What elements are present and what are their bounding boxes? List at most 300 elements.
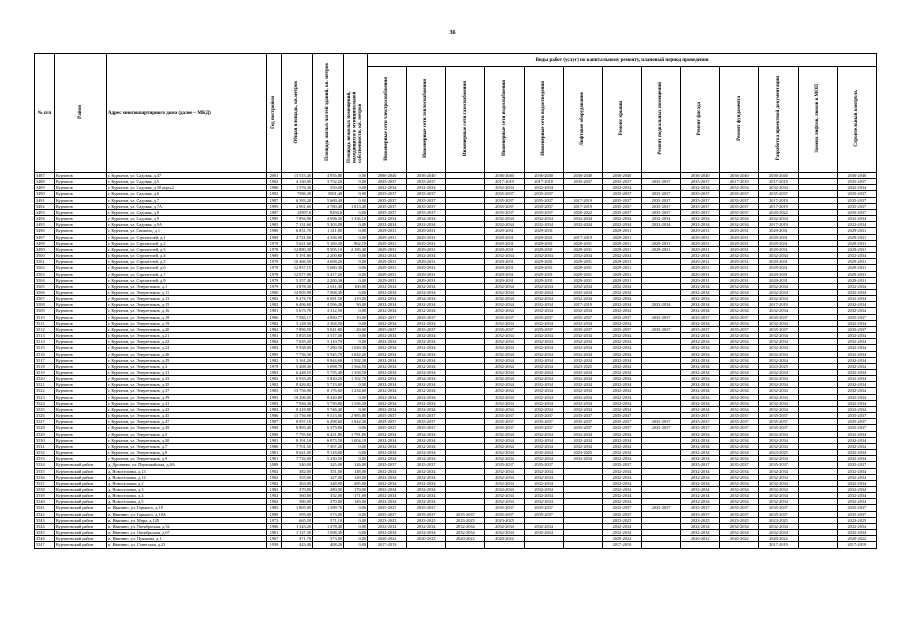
table-cell: 2 985,80 bbox=[344, 413, 368, 419]
table-cell: 0,00 bbox=[344, 406, 368, 412]
table-cell: 3511 bbox=[35, 320, 55, 326]
table-cell: 2032-2034 bbox=[837, 333, 876, 339]
table-cell bbox=[681, 542, 720, 548]
table-cell: 2035-2037 bbox=[602, 191, 641, 197]
table-cell: 2017-2019 bbox=[759, 542, 798, 548]
table-cell: 1989 bbox=[267, 234, 282, 240]
table-cell: 2032-2034 bbox=[407, 400, 446, 406]
table-cell: 1982 bbox=[267, 382, 282, 388]
table-cell: 2029-2031 bbox=[681, 234, 720, 240]
table-cell: 2029-2031 bbox=[602, 259, 641, 265]
table-cell: Курчатов bbox=[55, 209, 107, 215]
table-cell: 2032-2034 bbox=[563, 333, 602, 339]
table-cell: г. Курчатов, ул. Энергетиков, д.11 bbox=[107, 289, 267, 295]
table-cell: 2032-2034 bbox=[759, 376, 798, 382]
table-cell: 2035-2037 bbox=[602, 425, 641, 431]
table-cell: 2032-2034 bbox=[407, 283, 446, 289]
table-cell: 0,00 bbox=[344, 277, 368, 283]
table-cell: 8 191,10 bbox=[282, 437, 313, 443]
table-cell: 2032-2034 bbox=[759, 530, 798, 536]
table-cell: 2032-2034 bbox=[681, 216, 720, 222]
table-cell: 2035-2037 bbox=[681, 505, 720, 511]
table-cell: 2029-2031 bbox=[368, 259, 407, 265]
table-cell: 2035-2037 bbox=[563, 413, 602, 419]
table-cell: 7 732,00 bbox=[282, 456, 313, 462]
table-cell: г. Курчатов, ул. Садовая, д.50 корп.2 bbox=[107, 185, 267, 191]
table-cell: 2032-2034 bbox=[368, 216, 407, 222]
table-cell: Курчатов bbox=[55, 419, 107, 425]
table-cell: 2035-2037 bbox=[485, 419, 524, 425]
header-year-built-label: Год постройки bbox=[271, 95, 277, 129]
table-cell: 6 406,60 bbox=[282, 302, 313, 308]
table-cell: 2032-2034 bbox=[485, 450, 524, 456]
table-cell: 2032-2034 bbox=[485, 253, 524, 259]
table-cell: 2032-2034 bbox=[837, 530, 876, 536]
table-cell: 2032-2034 bbox=[720, 320, 759, 326]
table-cell: 2032-2034 bbox=[368, 333, 407, 339]
table-cell: 3497 bbox=[35, 234, 55, 240]
table-cell: 2032-2034 bbox=[759, 283, 798, 289]
table-cell: Курчатов bbox=[55, 228, 107, 234]
table-cell: 2032-2034 bbox=[837, 253, 876, 259]
table-cell: 2017-2019 bbox=[563, 302, 602, 308]
table-cell: 2029-2031 bbox=[368, 240, 407, 246]
table-cell: 2035-2037 bbox=[720, 326, 759, 332]
table-cell: 2032-2034 bbox=[524, 296, 563, 302]
table-cell: 2035-2037 bbox=[368, 505, 407, 511]
table-cell: 2035-2037 bbox=[720, 197, 759, 203]
table-cell: 2035-2037 bbox=[485, 191, 524, 197]
table-cell: 3533 bbox=[35, 456, 55, 462]
table-cell: 2020-2022 bbox=[368, 536, 407, 542]
table-cell: 0,00 bbox=[344, 209, 368, 215]
table-cell: 3502 bbox=[35, 265, 55, 271]
table-cell: г. Курчатов, ул. Энергетиков, д.47 bbox=[107, 419, 267, 425]
table-cell: 7 894,90 bbox=[282, 216, 313, 222]
header-living-area bbox=[313, 54, 344, 173]
table-cell: 0,00 bbox=[344, 197, 368, 203]
table-cell: 2029-2031 bbox=[407, 228, 446, 234]
table-cell: 0,00 bbox=[344, 271, 368, 277]
table-cell: 9 641,00 bbox=[282, 450, 313, 456]
table-cell: 2035-2037 bbox=[602, 419, 641, 425]
table-cell: 2029-2031 bbox=[524, 234, 563, 240]
table-cell: 3542 bbox=[35, 511, 55, 517]
table-cell: 0,00 bbox=[344, 265, 368, 271]
table-cell: 3500 bbox=[35, 253, 55, 259]
table-cell: 2032-2034 bbox=[681, 431, 720, 437]
table-cell: 2020-2022 bbox=[720, 536, 759, 542]
table-cell: 2032-2034 bbox=[720, 382, 759, 388]
table-cell: 1981 bbox=[267, 437, 282, 443]
table-cell: 3495 bbox=[35, 222, 55, 228]
table-cell: 1958 bbox=[267, 542, 282, 548]
table-cell: 2032-2034 bbox=[368, 345, 407, 351]
table-cell: 2023-2025 bbox=[368, 517, 407, 523]
table-cell: 1982 bbox=[267, 480, 282, 486]
table-cell: 2032-2034 bbox=[641, 222, 680, 228]
table-cell: 3547 bbox=[35, 542, 55, 548]
table-cell: 2032-2034 bbox=[837, 216, 876, 222]
table-cell: 1987 bbox=[267, 419, 282, 425]
table-cell: 149,00 bbox=[344, 499, 368, 505]
table-cell: 2035-2037 bbox=[681, 179, 720, 185]
table-cell: 3539 bbox=[35, 493, 55, 499]
header-work-label: Строительный контроль bbox=[854, 90, 860, 147]
table-cell: 3530 bbox=[35, 437, 55, 443]
table-cell: Курчатовский район bbox=[55, 480, 107, 486]
table-cell: 2032-2034 bbox=[837, 296, 876, 302]
table-cell: 2032-2034 bbox=[602, 382, 641, 388]
table-cell: 2035-2037 bbox=[368, 462, 407, 468]
table-cell: 2035-2037 bbox=[720, 462, 759, 468]
table-cell: 3491 bbox=[35, 197, 55, 203]
table-cell: 8294,8 bbox=[313, 209, 344, 215]
table-cell: 2029-2031 bbox=[759, 240, 798, 246]
table-cell: 2032-2034 bbox=[368, 406, 407, 412]
table-cell: 2032-2034 bbox=[602, 530, 641, 536]
table-cell: 2035-2037 bbox=[759, 505, 798, 511]
table-cell: 2032-2034 bbox=[837, 345, 876, 351]
table-cell: 2035-2037 bbox=[837, 505, 876, 511]
table-cell: 2036-2040 bbox=[759, 173, 798, 179]
table-cell: 5 746,40 bbox=[313, 406, 344, 412]
table-cell: 2035-2037 bbox=[368, 511, 407, 517]
table-cell: 2032-2034 bbox=[524, 283, 563, 289]
table-cell: 2032-2034 bbox=[485, 499, 524, 505]
table-cell: 2032-2034 bbox=[563, 376, 602, 382]
table-cell: 2032-2034 bbox=[407, 493, 446, 499]
table-cell: 3 517,30 bbox=[313, 333, 344, 339]
table-cell: 2032-2034 bbox=[681, 493, 720, 499]
table-cell: 1981 bbox=[267, 308, 282, 314]
table-cell: 2032-2034 bbox=[368, 363, 407, 369]
table-cell: 2035-2037 bbox=[563, 326, 602, 332]
table-cell: 2029-2031 bbox=[407, 259, 446, 265]
table-cell: 2032-2034 bbox=[759, 443, 798, 449]
table-cell: 3522 bbox=[35, 388, 55, 394]
table-cell: 3537 bbox=[35, 480, 55, 486]
table-cell: г. Курчатов, ул. Энергетиков, д.13 bbox=[107, 296, 267, 302]
table-cell: 2029-2031 bbox=[485, 271, 524, 277]
table-cell: 2029-2031 bbox=[602, 271, 641, 277]
table-cell: 2032-2034 bbox=[485, 493, 524, 499]
table-cell bbox=[485, 542, 524, 548]
table-cell: 2032-2034 bbox=[407, 357, 446, 363]
table-cell: 5 739,80 bbox=[313, 400, 344, 406]
table-cell: 2032-2034 bbox=[681, 468, 720, 474]
table-cell: Курчатовский район bbox=[55, 468, 107, 474]
header-work-label: Инженерные сети водоснабжения bbox=[501, 80, 507, 157]
table-cell: Курчатов bbox=[55, 376, 107, 382]
table-cell: 3504 bbox=[35, 277, 55, 283]
table-cell: 13 756,90 bbox=[282, 388, 313, 394]
table-cell: 2032-2034 bbox=[485, 431, 524, 437]
table-cell: 2032-2034 bbox=[602, 333, 641, 339]
table-cell: 2032-2034 bbox=[368, 320, 407, 326]
table-cell: 5 041,80 bbox=[313, 326, 344, 332]
table-cell: 2032-2034 bbox=[720, 333, 759, 339]
table-cell: 2032-2034 bbox=[563, 351, 602, 357]
table-cell: 2032-2034 bbox=[368, 289, 407, 295]
table-cell: 3544 bbox=[35, 523, 55, 529]
table-cell: 2032-2034 bbox=[524, 222, 563, 228]
table-cell: Курчатов bbox=[55, 363, 107, 369]
table-header bbox=[35, 54, 877, 173]
table-cell: 2032-2034 bbox=[563, 431, 602, 437]
table-cell: 3515 bbox=[35, 345, 55, 351]
table-cell: 2032-2034 bbox=[485, 363, 524, 369]
table-cell: 2035-2037 bbox=[720, 413, 759, 419]
table-cell: 2029-2031 bbox=[524, 228, 563, 234]
table-cell: г. Курчатов, ул. Садовая, д.9 bbox=[107, 216, 267, 222]
table-cell: 2029-2031 bbox=[837, 246, 876, 252]
table-cell: 2032-2034 bbox=[837, 222, 876, 228]
table-cell: г. Курчатов, ул. Энергетиков, д.3 bbox=[107, 363, 267, 369]
table-cell: 2035-2037 bbox=[485, 209, 524, 215]
table-cell: 2029-2031 bbox=[524, 246, 563, 252]
table-cell: 3526 bbox=[35, 413, 55, 419]
table-cell: 5 417,20 bbox=[313, 271, 344, 277]
table-cell: г. Курчатов, ул. Садовая, д.5 bbox=[107, 179, 267, 185]
table-cell: 2032-2034 bbox=[759, 468, 798, 474]
table-cell: 665,50 bbox=[282, 517, 313, 523]
table-cell: 2035-2037 bbox=[485, 462, 524, 468]
table-cell: 2032-2034 bbox=[837, 388, 876, 394]
table-cell: 2029-2031 bbox=[837, 240, 876, 246]
table-cell: 2032-2034 bbox=[759, 486, 798, 492]
table-cell: 2032-2034 bbox=[837, 302, 876, 308]
table-cell: 2032-2034 bbox=[759, 289, 798, 295]
table-cell: 1980 bbox=[267, 443, 282, 449]
table-cell: 2032-2034 bbox=[368, 474, 407, 480]
table-cell: 2032-2034 bbox=[485, 480, 524, 486]
table-cell: 4 336,90 bbox=[313, 234, 344, 240]
table-cell: 3543 bbox=[35, 517, 55, 523]
table-cell: Курчатов bbox=[55, 283, 107, 289]
table-cell: 10,00 bbox=[344, 314, 368, 320]
table-cell: 2032-2034 bbox=[759, 308, 798, 314]
table-cell: 2032-2034 bbox=[681, 376, 720, 382]
table-cell: 0,00 bbox=[344, 179, 368, 185]
table-cell: 3534 bbox=[35, 462, 55, 468]
table-cell: 3541 bbox=[35, 505, 55, 511]
table-cell: 2032-2034 bbox=[837, 443, 876, 449]
table-cell: 6 073,50 bbox=[313, 437, 344, 443]
table-cell: 2032-2034 bbox=[524, 388, 563, 394]
table-cell: 2 200,80 bbox=[313, 253, 344, 259]
table-cell: 12 077,00 bbox=[282, 271, 313, 277]
table-cell: 2035-2037 bbox=[485, 425, 524, 431]
table-cell: г. Курчатов, ул. Строителей, д.7 bbox=[107, 271, 267, 277]
table-cell: 3546 bbox=[35, 536, 55, 542]
table-cell: 2032-2034 bbox=[759, 523, 798, 529]
table-cell: 1989 bbox=[267, 511, 282, 517]
table-cell: 2029-2031 bbox=[485, 228, 524, 234]
table-cell: 2035-2037 bbox=[837, 191, 876, 197]
table-cell: 2036-2040 bbox=[837, 173, 876, 179]
table-cell: 2032-2034 bbox=[368, 185, 407, 191]
table-cell: г. Курчатов, ул. Энергетиков, д.5 bbox=[107, 431, 267, 437]
table-cell: 2035-2037 bbox=[641, 326, 680, 332]
table-cell: 20,00 bbox=[344, 326, 368, 332]
table-cell: 2032-2034 bbox=[368, 308, 407, 314]
table-cell: 2023-2025 bbox=[563, 363, 602, 369]
table-cell: г. Курчатов, ул. Энергетиков, д.33 bbox=[107, 376, 267, 382]
table-cell: 2032-2034 bbox=[602, 296, 641, 302]
table-cell: 2035-2037 bbox=[407, 326, 446, 332]
table-cell: 1987 bbox=[267, 209, 282, 215]
table-cell: 2035-2037 bbox=[681, 419, 720, 425]
table-cell: Курчатов bbox=[55, 222, 107, 228]
table-cell: 2032-2034 bbox=[759, 357, 798, 363]
table-cell: 1989 bbox=[267, 425, 282, 431]
table-cell: 2032-2034 bbox=[602, 406, 641, 412]
table-cell: 2032-2034 bbox=[563, 394, 602, 400]
table-cell: 2029-2031 bbox=[524, 277, 563, 283]
table-cell: 2035-2037 bbox=[524, 413, 563, 419]
header-total-area-label: Общая площадь, кв.метров bbox=[294, 80, 300, 144]
table-cell: 2020-2022 bbox=[837, 536, 876, 542]
table-cell: 2017-2019 bbox=[759, 179, 798, 185]
table-cell: 2032-2034 bbox=[407, 388, 446, 394]
table-cell: 2032-2034 bbox=[720, 450, 759, 456]
table-cell: 2032-2034 bbox=[681, 400, 720, 406]
table-cell: 2032-2034 bbox=[759, 333, 798, 339]
table-cell: 2032-2034 bbox=[524, 363, 563, 369]
table-cell: 9 844,60 bbox=[313, 357, 344, 363]
table-cell: 2035-2037 bbox=[368, 209, 407, 215]
table-cell: 2032-2034 bbox=[602, 351, 641, 357]
table-cell: г. Курчатов, ул. Энергетиков, д.49 bbox=[107, 425, 267, 431]
header-district-label: Район bbox=[77, 105, 83, 119]
table-cell: 3493 bbox=[35, 209, 55, 215]
table-cell: 2032-2034 bbox=[524, 376, 563, 382]
table-cell: 2032-2034 bbox=[759, 406, 798, 412]
table-cell: 2035-2037 bbox=[407, 511, 446, 517]
table-cell: 2029-2031 bbox=[759, 277, 798, 283]
table-cell: 1 278,40 bbox=[313, 523, 344, 529]
table-cell: 2032-2034 bbox=[720, 523, 759, 529]
table-cell: 2032-2034 bbox=[524, 382, 563, 388]
table-cell: 0,00 bbox=[344, 505, 368, 511]
table-cell: 2035-2037 bbox=[602, 413, 641, 419]
table-cell: 6 298,60 bbox=[313, 419, 344, 425]
table-cell: Курчатов bbox=[55, 265, 107, 271]
table-cell: 2032-2034 bbox=[368, 382, 407, 388]
table-cell: 2032-2034 bbox=[368, 376, 407, 382]
table-cell: 2029-2031 bbox=[524, 259, 563, 265]
table-cell: 2032-2034 bbox=[602, 437, 641, 443]
table-cell: 2032-2034 bbox=[485, 289, 524, 295]
table-cell: 7 736,30 bbox=[282, 351, 313, 357]
table-cell: 7 131,60 bbox=[282, 222, 313, 228]
table-cell: 2032-2034 bbox=[602, 486, 641, 492]
table-cell: 2035-2037 bbox=[524, 462, 563, 468]
table-cell: 2032-2034 bbox=[681, 222, 720, 228]
table-cell: 0,00 bbox=[344, 320, 368, 326]
table-cell: Курчатов bbox=[55, 333, 107, 339]
table-cell: 2035-2037 bbox=[602, 209, 641, 215]
table-cell: Курчатов bbox=[55, 443, 107, 449]
header-work-3 bbox=[485, 67, 524, 173]
table-cell: 2035-2037 bbox=[407, 462, 446, 468]
table-cell: 1981 bbox=[267, 456, 282, 462]
table-cell: 3508 bbox=[35, 302, 55, 308]
table-cell: 1983 bbox=[267, 394, 282, 400]
table-cell: д. Новоселовка, д.14 bbox=[107, 474, 267, 480]
table-cell: 2032-2034 bbox=[681, 289, 720, 295]
table-cell: 2032-2034 bbox=[485, 339, 524, 345]
table-cell: 2 364,50 bbox=[313, 320, 344, 326]
table-cell: 2032-2034 bbox=[524, 456, 563, 462]
table-cell: 2036-2040 bbox=[524, 173, 563, 179]
table-cell: п. Иванино, ул. Мира, д.120 bbox=[107, 517, 267, 523]
table-cell: 2032-2034 bbox=[485, 351, 524, 357]
table-cell: 862,10 bbox=[344, 240, 368, 246]
table-cell: 0,00 bbox=[344, 259, 368, 265]
table-cell: 5 330,50 bbox=[313, 456, 344, 462]
table-cell: 2032-2034 bbox=[681, 474, 720, 480]
table-cell: 2029-2031 bbox=[681, 265, 720, 271]
table-cell: 2029-2031 bbox=[602, 240, 641, 246]
table-cell: Курчатовский район bbox=[55, 536, 107, 542]
table-cell: 2032-2034 bbox=[759, 400, 798, 406]
table-cell: 2032-2034 bbox=[602, 320, 641, 326]
table-cell: 2035-2037 bbox=[837, 179, 876, 185]
table-cell: г. Курчатов, ул. Энергетиков, д.18 bbox=[107, 314, 267, 320]
table-cell: 4 890,77 bbox=[313, 314, 344, 320]
table-cell: 7 507,20 bbox=[313, 443, 344, 449]
table-cell: 2032-2034 bbox=[837, 363, 876, 369]
table-cell: 12 857,15 bbox=[282, 265, 313, 271]
table-cell: 2032-2034 bbox=[368, 450, 407, 456]
table-cell: 1981 bbox=[267, 530, 282, 536]
table-cell: 1982 bbox=[267, 326, 282, 332]
table-cell: 2035-2037 bbox=[407, 505, 446, 511]
table-cell: г. Курчатов, ул. Строителей, д.4 bbox=[107, 253, 267, 259]
table-cell: г. Курчатов, ул. Строителей, д.3 bbox=[107, 246, 267, 252]
table-cell: Курчатов bbox=[55, 450, 107, 456]
header-work-8 bbox=[681, 67, 720, 173]
table-cell: Курчатовский район bbox=[55, 499, 107, 505]
table-cell: 2029-2031 bbox=[368, 246, 407, 252]
table-cell: 382,00 bbox=[282, 468, 313, 474]
table-cell: 6 421,80 bbox=[313, 431, 344, 437]
table-cell: 1 042,20 bbox=[344, 351, 368, 357]
table-cell bbox=[720, 542, 759, 548]
table-cell: 395,00 bbox=[282, 511, 313, 517]
table-cell: 2032-2034 bbox=[720, 370, 759, 376]
table-cell: 1982 bbox=[267, 493, 282, 499]
table-cell: 0,00 bbox=[344, 530, 368, 536]
table-cell: 2032-2034 bbox=[407, 185, 446, 191]
table-cell: 2029-2031 bbox=[720, 240, 759, 246]
table-cell: 2035-2037 bbox=[720, 191, 759, 197]
table-cell: 2032-2034 bbox=[720, 456, 759, 462]
table-cell: Курчатов bbox=[55, 271, 107, 277]
table-cell: 2032-2034 bbox=[681, 357, 720, 363]
table-cell: 2032-2034 bbox=[485, 308, 524, 314]
table-cell: 2032-2034 bbox=[446, 530, 485, 536]
table-cell: 3510 bbox=[35, 314, 55, 320]
table-cell: 2032-2034 bbox=[524, 333, 563, 339]
table-cell: Курчатов bbox=[55, 339, 107, 345]
table-cell: г. Курчатов, ул. Энергетиков, д.1 bbox=[107, 283, 267, 289]
table-cell: 7 795,60 bbox=[282, 431, 313, 437]
table-cell: 2035-2037 bbox=[368, 419, 407, 425]
table-cell: 2035-2037 bbox=[524, 326, 563, 332]
